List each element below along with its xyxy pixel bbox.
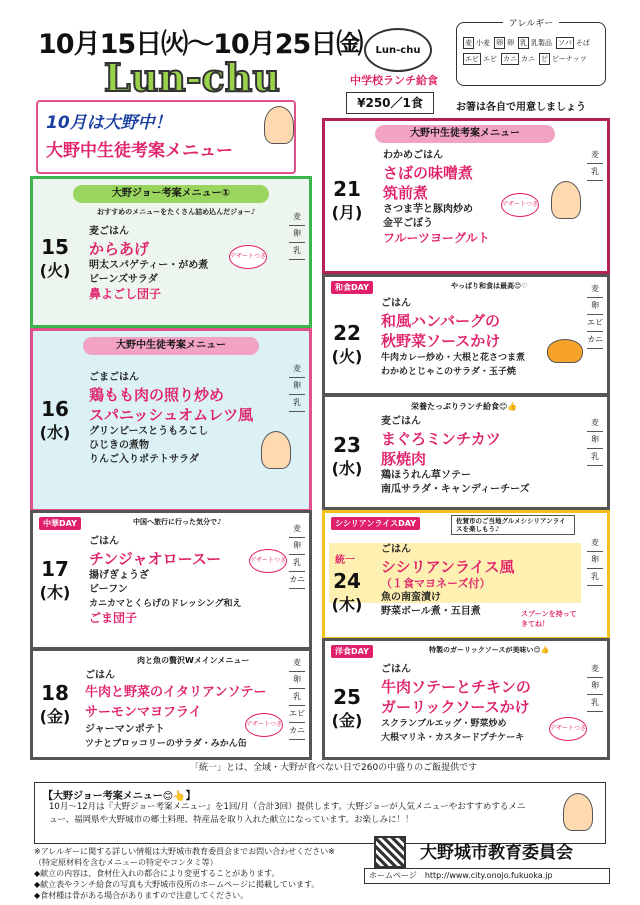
qr-code[interactable] [374,836,406,868]
day-21-panel [322,118,610,274]
day-15-date: 15 (火) [39,235,71,280]
day-21-date: 21 (月) [331,177,363,222]
day-18-panel [30,648,312,760]
day-22-date: 22 (火) [331,321,363,366]
allergy-item: 麦 小麦 [465,39,490,47]
day-18-note: 肉と魚の贅沢Wメインメニュー [137,656,250,665]
day-25-note: 特製のガーリックソースが美味い😊👍 [429,646,550,654]
day-15-note: おすすめのメニューをたくさん詰め込んだジョー♪ [97,208,256,216]
dessert-heart-badge: デザートつき [245,713,283,737]
day-25-panel [322,638,610,760]
day-22-panel [322,274,610,396]
day-24-date: 24 (木) [331,569,363,614]
footer-title: 【大野ジョー考案メニュー😊👆】 [43,791,196,802]
allergy-item: 乳 乳製品 [520,39,552,47]
day-16-banner: 大野中生徒考案メニュー [83,337,259,355]
day-15-panel [30,176,312,328]
day-22-menu: ごはん 和風ハンバーグの 秋野菜ソースかけ 牛肉カレー炒め・大根と花さつま煮 わかめとじゃこのサラダ・玉子焼 [381,298,526,377]
day-24-note: 佐賀市のご当地グルメシシリアンライスを楽しもう♪ [451,515,575,535]
day-24-tag: シシリアンライスDAY [331,517,420,530]
allergy-item: ソバ そば [558,39,590,47]
price-label: ¥250／1食 [346,92,434,114]
food-illustration [547,339,583,363]
day-16-panel [30,328,312,512]
allergy-legend [456,19,606,86]
day-17-date: 17 (木) [39,557,71,602]
day-16-menu: ごまごはん 鶏もも肉の照り炒め スパニッシュオムレツ風 グリンピースとうもろこし ひじきの煮物 りんご入りポテトサラダ [89,372,254,465]
day-18-menu: ごはん 牛肉と野菜のイタリアンソテー サーモンマヨフライ ジャーマンポテト ツナとブロッコリーのサラダ・みかん缶 [85,670,267,749]
day-23-panel [322,394,610,510]
headline-box [36,100,296,174]
day-17-panel [30,510,312,650]
lunchu-logo: Lun-chu [364,28,432,72]
day-25-date: 25 (金) [331,685,363,730]
day-21-allergens: 麦 乳 [587,147,603,181]
day-22-allergens: 麦 卵 エビ カニ [587,281,603,349]
unified-day-note: 「統一」とは、全域・大野が食べない日で260の中盛りのご飯提供です [190,763,478,773]
day-23-menu: 麦ごはん まぐろミンチカツ 豚焼肉 鶏ほうれん草ソテー 南瓜サラダ・キャンディーチーズ [381,416,530,495]
day-24-prefix: 統一 [335,555,355,566]
day-17-allergens: 麦 卵 乳 カニ [289,521,305,589]
day-21-banner: 大野中生徒考案メニュー [375,125,555,143]
day-24-panel [322,510,610,640]
day-22-tag: 和食DAY [331,281,373,294]
day-16-date: 16 (水) [39,397,71,442]
day-18-allergens: 麦 卵 乳 エビ カニ [289,655,305,740]
day-15-banner: 大野ジョー考案メニュー① [73,185,269,203]
footer-box [34,782,606,844]
headline-line1: 10月は大野中！ [46,113,172,133]
day-24-allergens: 麦 卵 乳 [587,535,603,586]
dessert-heart-badge: デザートつき [501,193,539,217]
day-22-note: やっぱり和食は最高😊♡ [451,282,528,290]
allergy-item: カニ カニ [503,55,535,63]
dessert-heart-badge: デザートつき [229,245,267,269]
mascot-illustration [563,793,593,831]
student-illustration [551,181,581,219]
headline-line2: 大野中生徒考案メニュー [46,141,233,161]
allergy-legend-title: アレルギー [503,19,559,29]
day-25-menu: ごはん 牛肉ソテーとチキンの ガーリックソースかけ スクランブルエッグ・野菜炒め 大根マリネ・カスタードプチケーキ [381,664,531,743]
dessert-heart-badge: デザートつき [549,717,587,741]
student-illustration [261,431,291,469]
chopsticks-note: お箸は各自で用意しましょう [456,102,586,113]
day-17-menu: ごはん チンジャオロースー 揚げぎょうざ ビーフン カニカマとくらげのドレッシング和え ごま団子 [89,536,242,625]
student-illustration [264,106,294,144]
allergy-item: ピ ピーナッツ [541,55,587,63]
day-21-menu: わかめごはん さばの味噌煮 筑前煮 さつま芋と豚肉炒め 金平ごぼう フルーツヨーグルト [383,150,490,245]
day-24-menu: ごはん シシリアンライス風 （１食マヨネーズ付） 魚の南蛮漬け 野菜ボール煮・五目煮 [381,544,515,617]
day-23-allergens: 麦 卵 乳 [587,415,603,466]
logo-subtitle: 中学校ランチ給食 [350,74,438,87]
day-15-menu: 麦ごはん からあげ 明太スパゲティー・がめ煮 ビーンズサラダ 鼻よごし団子 [89,226,209,301]
dessert-heart-badge: デザートつき [249,549,287,573]
day-25-tag: 洋食DAY [331,645,373,658]
allergy-item: エビ エビ [465,55,497,63]
day-23-date: 23 (水) [331,433,363,478]
day-15-allergens: 麦 卵 乳 [289,209,305,260]
day-17-note: 中国へ旅行に行った気分で♪ [133,518,222,526]
day-17-tag: 中華DAY [39,517,81,530]
day-18-date: 18 (金) [39,681,71,726]
brand-title: Lun-chu [103,55,281,100]
footer-notes: ※アレルギーに関する詳しい情報は大野城市教育委員会までお問い合わせください※ （特定原材料を含むメニューの特定やコンタミ等） ◆献立の内容は、食材仕入れの都合により変更することがあります。 ◆献立表やランチ給食の写真も大野城市役所のホームページに掲載しています。 ◆食材種は骨がある場合がありますので注意してください。 [34,847,335,900]
homepage-link[interactable]: ホームページ http://www.city.onojo.fukuoka.jp [364,868,610,884]
day-23-note: 栄養たっぷりランチ給食😊👍 [411,402,518,411]
day-24-spoon-note: スプーンを持ってきてね！ [521,610,577,628]
day-16-allergens: 麦 卵 乳 [289,361,305,412]
date-range-title: 10月15日㈫〜10月25日㈮ [38,29,363,60]
allergy-item: 卵 卵 [496,39,514,47]
footer-text: 10月～12月は『大野ジョー考案メニュー』を1回/月（合計3回）提供します。大野ジョーが人気メニューやおすすめするメニュー、福岡県や大野城市の郷土料理、特産品を取り入れた献立になっています。お楽しみに！！ [49,802,526,825]
day-25-allergens: 麦 卵 乳 [587,661,603,712]
organization-name: 大野城市教育委員会 [420,843,573,863]
